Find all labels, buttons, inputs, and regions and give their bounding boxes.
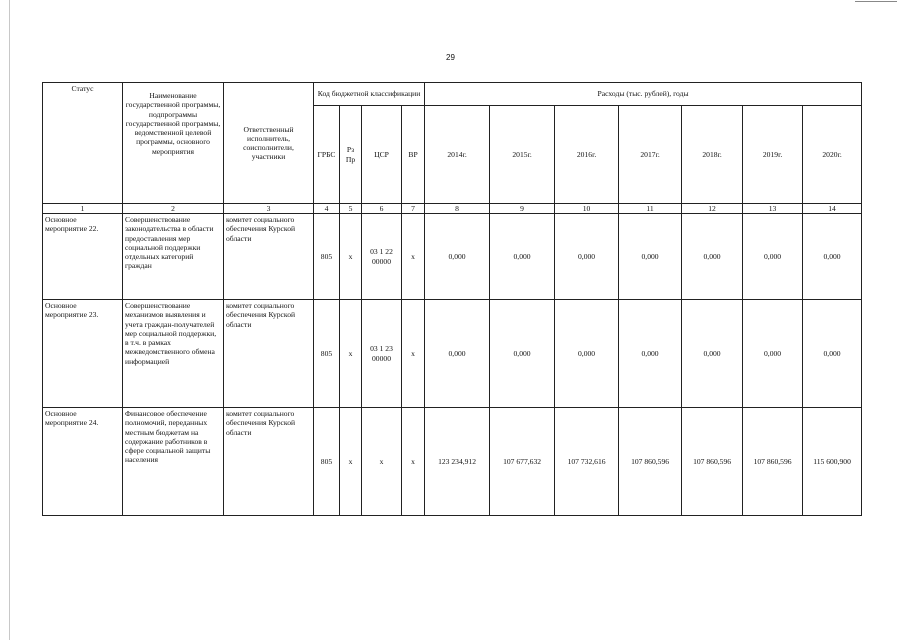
header-grbs: ГРБС (314, 106, 340, 204)
corner-mark (855, 1, 897, 2)
column-number: 11 (619, 204, 682, 214)
row-vr: х (402, 408, 425, 516)
row-value-2016: 0,000 (555, 300, 619, 408)
row-rzpr: х (340, 408, 362, 516)
page-number: 29 (446, 53, 455, 62)
header-year: 2016г. (555, 106, 619, 204)
row-value-2017: 0,000 (619, 214, 682, 300)
header-status: Статус (43, 83, 123, 204)
column-number-row (43, 204, 862, 214)
column-number: 10 (555, 204, 619, 214)
header-expenses: Расходы (тыс. рублей), годы (425, 83, 862, 106)
column-number: 5 (340, 204, 362, 214)
header-year: 2019г. (743, 106, 803, 204)
row-name: Совершенствование законодательства в области предоставления мер социальной поддержки отдельных категорий граждан (123, 214, 224, 300)
row-rzpr: х (340, 300, 362, 408)
row-csr: х (362, 408, 402, 516)
column-number: 9 (490, 204, 555, 214)
row-value-2015: 0,000 (490, 214, 555, 300)
row-value-2017: 107 860,596 (619, 408, 682, 516)
row-value-2020: 115 600,900 (803, 408, 862, 516)
row-responsible: комитет социального обеспечения Курской области (224, 408, 314, 516)
row-value-2014: 0,000 (425, 300, 490, 408)
row-csr: 03 1 22 00000 (362, 214, 402, 300)
header-csr: ЦСР (362, 106, 402, 204)
column-number: 12 (682, 204, 743, 214)
row-value-2020: 0,000 (803, 300, 862, 408)
column-number: 13 (743, 204, 803, 214)
row-grbs: 805 (314, 300, 340, 408)
header-name: Наименование государственной программы, подпрограммы государственной программы, ведомственной целевой программы, основного мероприятия (123, 83, 224, 204)
row-value-2014: 0,000 (425, 214, 490, 300)
table-row (43, 214, 862, 300)
row-vr: х (402, 300, 425, 408)
row-value-2014: 123 234,912 (425, 408, 490, 516)
header-vr: ВР (402, 106, 425, 204)
row-vr: х (402, 214, 425, 300)
table-row (43, 300, 862, 408)
row-value-2015: 107 677,632 (490, 408, 555, 516)
row-grbs: 805 (314, 408, 340, 516)
budget-table (42, 82, 862, 516)
header-year: 2015г. (490, 106, 555, 204)
table-row (43, 408, 862, 516)
row-value-2019: 0,000 (743, 300, 803, 408)
row-value-2018: 107 860,596 (682, 408, 743, 516)
column-number: 14 (803, 204, 862, 214)
row-value-2018: 0,000 (682, 214, 743, 300)
row-status: Основное мероприятие 23. (43, 300, 123, 408)
header-year: 2020г. (803, 106, 862, 204)
column-number: 7 (402, 204, 425, 214)
row-responsible: комитет социального обеспечения Курской области (224, 300, 314, 408)
row-value-2016: 107 732,616 (555, 408, 619, 516)
row-status: Основное мероприятие 22. (43, 214, 123, 300)
row-rzpr: х (340, 214, 362, 300)
row-responsible: комитет социального обеспечения Курской области (224, 214, 314, 300)
row-csr: 03 1 23 00000 (362, 300, 402, 408)
header-responsible: Ответственный исполнитель, соисполнители, участники (224, 83, 314, 204)
row-value-2015: 0,000 (490, 300, 555, 408)
row-value-2018: 0,000 (682, 300, 743, 408)
column-number: 2 (123, 204, 224, 214)
row-grbs: 805 (314, 214, 340, 300)
row-value-2019: 107 860,596 (743, 408, 803, 516)
header-year: 2017г. (619, 106, 682, 204)
header-year: 2018г. (682, 106, 743, 204)
row-name: Финансовое обеспечение полномочий, переданных местным бюджетам на содержание работников в сфере социальной защиты населения (123, 408, 224, 516)
row-value-2020: 0,000 (803, 214, 862, 300)
row-value-2017: 0,000 (619, 300, 682, 408)
row-value-2019: 0,000 (743, 214, 803, 300)
column-number: 8 (425, 204, 490, 214)
column-number: 4 (314, 204, 340, 214)
column-number: 3 (224, 204, 314, 214)
header-budget-code: Код бюджетной классификации (314, 83, 425, 106)
row-value-2016: 0,000 (555, 214, 619, 300)
row-status: Основное мероприятие 24. (43, 408, 123, 516)
header-rzpr: Рз Пр (340, 106, 362, 204)
header-year: 2014г. (425, 106, 490, 204)
column-number: 1 (43, 204, 123, 214)
scan-edge-line (9, 0, 10, 640)
row-name: Совершенствование механизмов выявления и учета граждан-получателей мер социальной поддержки, в т.ч. в рамках межведомственного обмена информацией (123, 300, 224, 408)
column-number: 6 (362, 204, 402, 214)
